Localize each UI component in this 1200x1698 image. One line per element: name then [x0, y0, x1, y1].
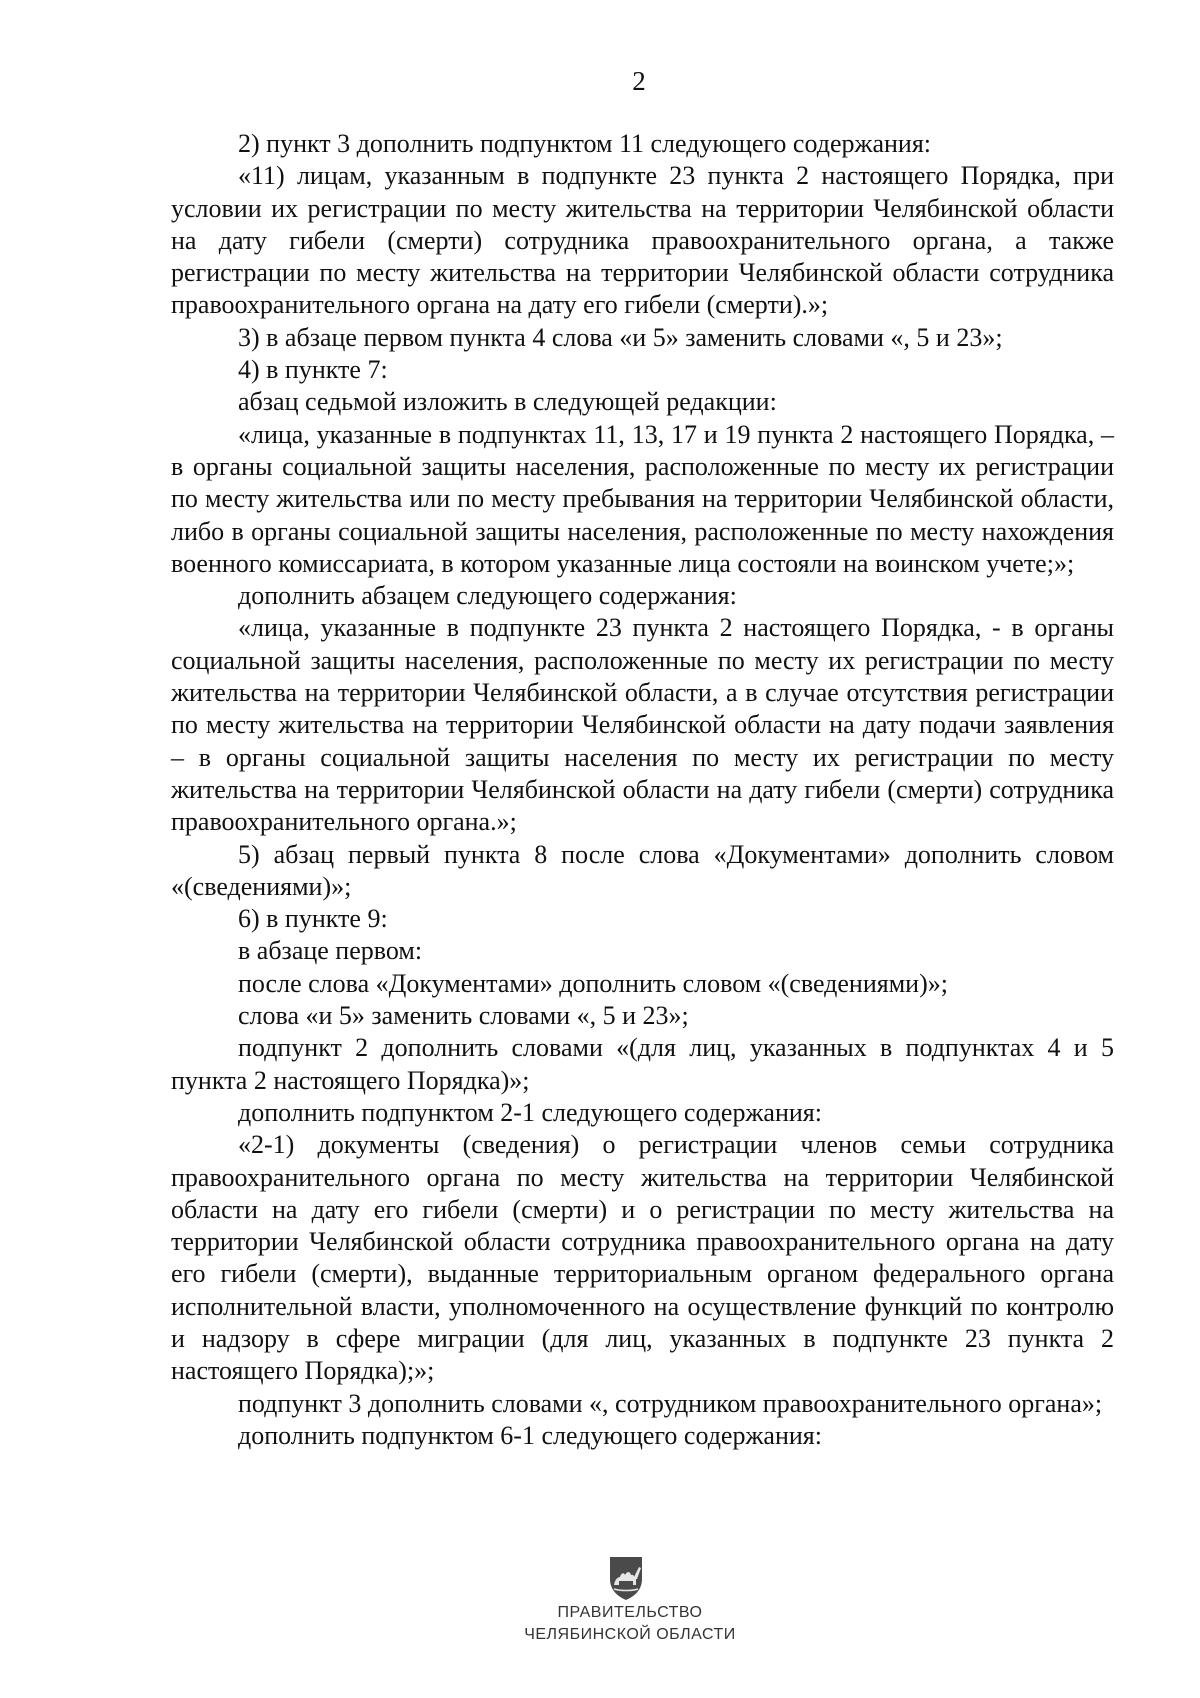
- paragraph: 2) пункт 3 дополнить подпунктом 11 следующего содержания:: [238, 129, 931, 158]
- footer-government-name: ПРАВИТЕЛЬСТВО: [557, 1604, 703, 1621]
- paragraph: подпункт 3 дополнить словами «, сотрудником правоохранительного органа»;: [238, 1388, 1103, 1418]
- paragraph: в абзаце первом:: [238, 936, 423, 966]
- paragraph: абзац седьмой изложить в следующей редакции:: [238, 387, 777, 417]
- paragraph: «лица, указанные в подпунктах 11, 13, 17 и 19 пункта 2 настоящего Порядка, – в органы социальной защиты населения, расположенные по месту их регистрации по месту жительства или по месту пребывания на территории Челябинской области, либо в органы социальной защиты населения, расположенные по месту нахождения военного комиссариата, в котором указанные лица состояли на воинском учете;»;: [171, 419, 1114, 578]
- document-body: [171, 128, 1114, 1452]
- footer-region-name: ЧЕЛЯБИНСКОЙ ОБЛАСТИ: [524, 1626, 736, 1643]
- chelyabinsk-camel-emblem-icon: [606, 1555, 646, 1601]
- paragraph: 5) абзац первый пункта 8 после слова «Документами» дополнить словом «(сведениями)»;: [171, 839, 1114, 901]
- paragraph: дополнить абзацем следующего содержания:: [238, 581, 737, 611]
- paragraph: 4) в пункте 7:: [238, 355, 388, 385]
- page-number: 2: [632, 66, 646, 96]
- paragraph: 3) в абзаце первом пункта 4 слова «и 5» заменить словами «, 5 и 23»;: [238, 322, 1003, 352]
- paragraph: «11) лицам, указанным в подпункте 23 пункта 2 настоящего Порядка, при условии их регистрации по месту жительства на территории Челябинской области на дату гибели (смерти) сотрудника правоохранительного органа, а также регистрации по месту жительства на территории Челябинской области сотрудника правоохранительного органа на дату его гибели (смерти).»;: [171, 161, 1114, 320]
- paragraph: «лица, указанные в подпункте 23 пункта 2 настоящего Порядка, - в органы социальной защиты населения, расположенные по месту их регистрации по месту жительства на территории Челябинской области, а в случае отсутствия регистрации по месту жительства на территории Челябинской области на дату подачи заявления – в органы социальной защиты населения по месту их регистрации по месту жительства на территории Челябинской области на дату гибели (смерти) сотрудника правоохранительного органа.»;: [171, 613, 1114, 837]
- paragraph: дополнить подпунктом 6-1 следующего содержания:: [238, 1420, 822, 1450]
- paragraph: дополнить подпунктом 2-1 следующего содержания:: [238, 1097, 822, 1127]
- paragraph: подпункт 2 дополнить словами «(для лиц, указанных в подпунктах 4 и 5 пункта 2 настоящего Порядка)»;: [171, 1033, 1114, 1095]
- paragraph: «2-1) документы (сведения) о регистрации членов семьи сотрудника правоохранительного органа по месту жительства на территории Челябинской области на дату его гибели (смерти) и о регистрации по месту жительства на территории Челябинской области сотрудника правоохранительного органа на дату его гибели (смерти), выданные территориальным органом федерального органа исполнительной власти, уполномоченного на осуществление функций по контролю и надзору в сфере миграции (для лиц, указанных в подпункте 23 пункта 2 настоящего Порядка);»;: [171, 1130, 1114, 1386]
- paragraph: слова «и 5» заменить словами «, 5 и 23»;: [238, 1001, 689, 1031]
- paragraph: после слова «Документами» дополнить словом «(сведениями)»;: [238, 968, 948, 998]
- paragraph: 6) в пункте 9:: [238, 904, 388, 934]
